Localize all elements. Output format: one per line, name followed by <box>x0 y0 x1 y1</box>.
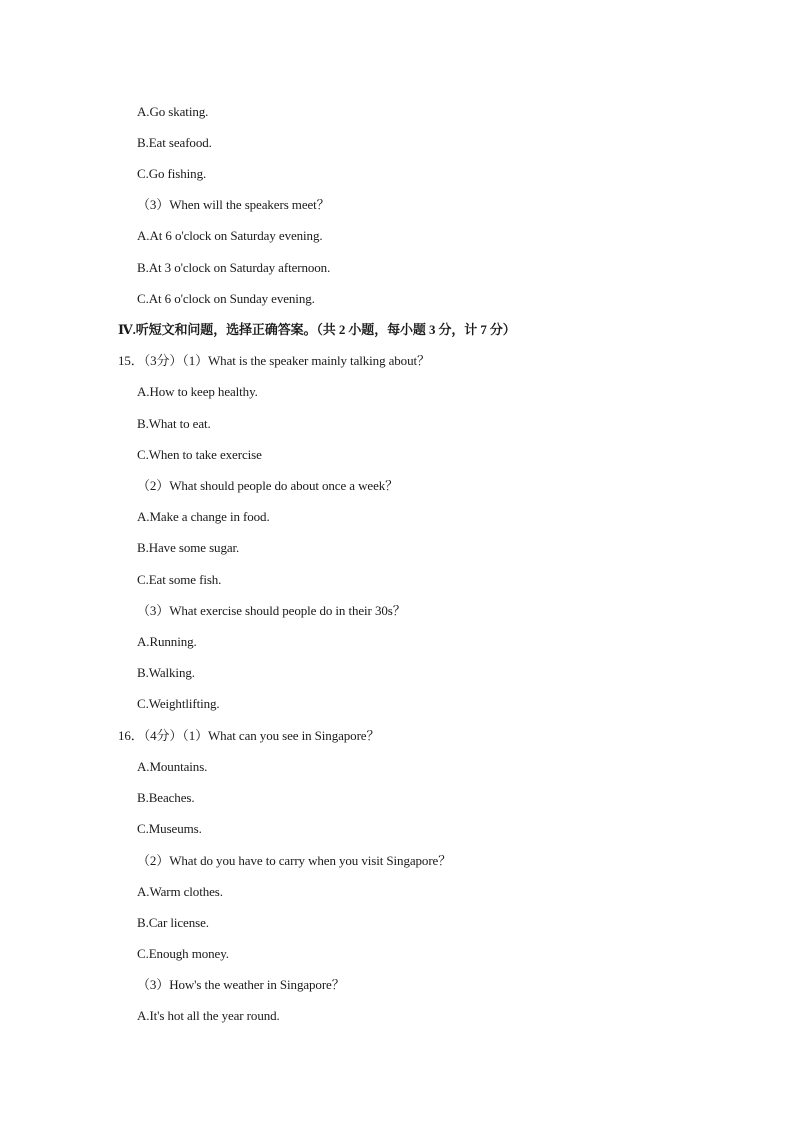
question-16-2: （2）What do you have to carry when you visit Singapore？ <box>137 853 452 868</box>
question-14-3: （3）When will the speakers meet？ <box>137 197 330 212</box>
option-16-2-b: B.Car license. <box>137 915 209 930</box>
option-2-b: B.Eat seafood. <box>137 135 212 150</box>
option-15-3-c: C.Weightlifting. <box>137 696 220 711</box>
option-16-1-c: C.Museums. <box>137 821 202 836</box>
option-16-2-c: C.Enough money. <box>137 946 229 961</box>
option-2-a: A.Go skating. <box>137 104 209 119</box>
option-16-2-a: A.Warm clothes. <box>137 884 223 899</box>
option-3-a: A.At 6 o'clock on Saturday evening. <box>137 228 323 243</box>
question-15-2: （2）What should people do about once a week？ <box>137 478 399 493</box>
option-15-1-b: B.What to eat. <box>137 416 211 431</box>
option-15-2-c: C.Eat some fish. <box>137 572 222 587</box>
option-16-1-a: A.Mountains. <box>137 759 208 774</box>
option-3-b: B.At 3 o'clock on Saturday afternoon. <box>137 260 331 275</box>
option-16-1-b: B.Beaches. <box>137 790 195 805</box>
option-15-2-b: B.Have some sugar. <box>137 540 240 555</box>
question-15-3: （3）What exercise should people do in their 30s？ <box>137 603 406 618</box>
option-3-c: C.At 6 o'clock on Sunday evening. <box>137 291 315 306</box>
question-16-3: （3）How's the weather in Singapore？ <box>137 977 345 992</box>
option-15-2-a: A.Make a change in food. <box>137 509 270 524</box>
section-heading-iv: Ⅳ.听短文和问题，选择正确答案。（共 2 小题，每小题 3 分，计 7 分） <box>118 322 516 337</box>
option-15-1-a: A.How to keep healthy. <box>137 384 258 399</box>
option-16-3-a: A.It's hot all the year round. <box>137 1008 280 1023</box>
question-16-1: 16．（4分）（1）What can you see in Singapore？ <box>118 728 380 743</box>
option-15-3-b: B.Walking. <box>137 665 195 680</box>
option-15-1-c: C.When to take exercise <box>137 447 262 462</box>
option-2-c: C.Go fishing. <box>137 166 207 181</box>
option-15-3-a: A.Running. <box>137 634 197 649</box>
question-15-1: 15．（3分）（1）What is the speaker mainly talking about？ <box>118 353 430 368</box>
